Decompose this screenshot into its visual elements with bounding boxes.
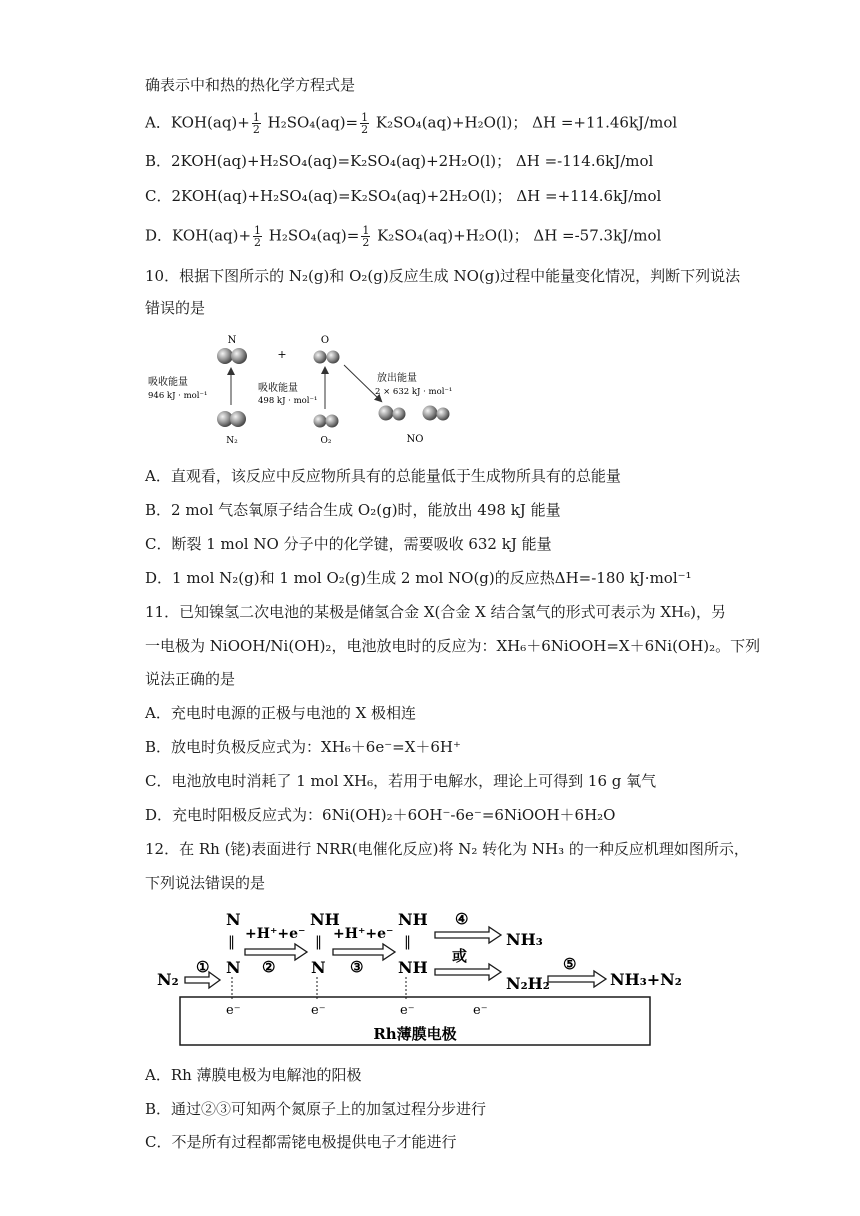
species1-bottom-n: N — [226, 958, 241, 977]
option-label: D． — [145, 226, 173, 245]
q10-option-c: C．断裂 1 mol NO 分子中的化学键，需要吸收 632 kJ 能量 — [145, 535, 552, 553]
q11-option-c: C．电池放电时消耗了 1 mol XH₆，若用于电解水，理论上可得到 16 g 氧气 — [145, 772, 657, 790]
n2-reactant: N₂ — [157, 970, 179, 989]
n2-molecule-atom — [230, 411, 246, 427]
n2-label: N₂ — [226, 436, 238, 446]
step-5: ⑤ — [563, 955, 577, 973]
step-3: ③ — [350, 958, 364, 976]
q12-option-b: B．通过②③可知两个氮原子上的加氢过程分步进行 — [145, 1100, 487, 1118]
svg-text:‖: ‖ — [228, 934, 235, 950]
o-atom — [314, 351, 327, 364]
arrow-step-2 — [245, 944, 307, 960]
release-value: 2 × 632 kJ · mol⁻¹ — [375, 387, 453, 397]
species3-top-nh: NH — [398, 910, 428, 929]
fraction-denominator: 2 — [362, 236, 370, 249]
n2h2-intermediate: N₂H₂ — [506, 974, 550, 993]
plus-sign: + — [277, 348, 287, 361]
fraction-denominator: 2 — [361, 123, 369, 136]
q9-option-a — [145, 112, 677, 135]
absorb-label-2: 吸收能量 — [258, 383, 298, 394]
step-4: ④ — [455, 910, 469, 928]
option-text-part: KOH(aq)+ — [170, 113, 250, 132]
electron-1: e⁻ — [226, 1003, 241, 1018]
electron-4: e⁻ — [473, 1003, 488, 1018]
species2-top-nh: NH — [310, 910, 340, 929]
fraction-half — [361, 225, 370, 248]
svg-text:‖: ‖ — [404, 934, 411, 950]
nh3-product: NH₃ — [506, 930, 543, 949]
q11-stem-line2: 一电极为 NiOOH/Ni(OH)₂，电池放电时的反应为：XH₆＋6NiOOH=X＋6Ni(OH)₂。下列 — [145, 637, 761, 655]
fraction-denominator: 2 — [254, 236, 262, 249]
o-atom — [327, 351, 340, 364]
q11-stem-line1: 11．已知镍氢二次电池的某极是储氢合金 X(合金 X 结合氢气的形式可表示为 XH₆)，另 — [145, 603, 726, 621]
question-intro: 确表示中和热的热化学方程式是 — [145, 76, 356, 94]
n-atom — [217, 348, 233, 364]
q9-option-b: B．2KOH(aq)+H₂SO₄(aq)=K₂SO₄(aq)+2H₂O(l)； ΔH =-114.6kJ/mol — [145, 152, 654, 170]
fraction-half — [252, 112, 261, 135]
option-text-part: KOH(aq)+ — [172, 226, 252, 245]
or-label: 或 — [452, 947, 468, 965]
q11-option-b: B．放电时负极反应式为：XH₆＋6e⁻=X＋6H⁺ — [145, 738, 461, 756]
n-atom-label: N — [227, 335, 237, 346]
arrow-step-4 — [435, 927, 501, 943]
q11-option-a: A．充电时电源的正极与电池的 X 极相连 — [145, 704, 417, 722]
arrow-step-5 — [548, 971, 606, 987]
electron-2: e⁻ — [311, 1003, 326, 1018]
nrr-mechanism-diagram — [150, 905, 690, 1053]
fraction-half — [253, 225, 262, 248]
q10-option-a: A．直观看，该反应中反应物所具有的总能量低于生成物所具有的总能量 — [145, 467, 621, 485]
absorb-value-2: 498 kJ · mol⁻¹ — [258, 396, 318, 406]
electron-3: e⁻ — [400, 1003, 415, 1018]
o2-molecule-atom — [326, 415, 339, 428]
absorb-label-1: 吸收能量 — [148, 377, 188, 388]
o-atom-label: O — [320, 335, 330, 346]
q10-stem-line2: 错误的是 — [145, 299, 206, 317]
option-text-part: H₂SO₄(aq)= — [262, 113, 359, 132]
svg-text:‖: ‖ — [315, 934, 322, 950]
arrow-step-3 — [333, 944, 395, 960]
o2-label: O₂ — [320, 436, 332, 446]
h-add-label-1: +H⁺+e⁻ — [245, 926, 306, 942]
step-1: ① — [196, 958, 210, 976]
energy-diagram — [145, 333, 475, 448]
o2-molecule-atom — [314, 415, 327, 428]
final-products: NH₃+N₂ — [610, 970, 682, 989]
arrow-alt-path — [435, 964, 501, 980]
species3-bottom-nh: NH — [398, 958, 428, 977]
fraction-numerator: 1 — [361, 111, 369, 124]
species2-bottom-n: N — [311, 958, 326, 977]
q12-option-a: A．Rh 薄膜电极为电解池的阳极 — [145, 1066, 362, 1084]
no-label: NO — [406, 434, 424, 445]
q9-option-c: C．2KOH(aq)+H₂SO₄(aq)=K₂SO₄(aq)+2H₂O(l)； ΔH =+114.6kJ/mol — [145, 187, 662, 205]
fraction-numerator: 1 — [252, 111, 260, 124]
q10-option-d: D．1 mol N₂(g)和 1 mol O₂(g)生成 2 mol NO(g)的反应热ΔH=-180 kJ·mol⁻¹ — [145, 569, 692, 587]
fraction-denominator: 2 — [252, 123, 260, 136]
option-text-part: K₂SO₄(aq)+H₂O(l)； ΔH =+11.46kJ/mol — [371, 113, 678, 132]
q11-option-d: D．充电时阳极反应式为：6Ni(OH)₂＋6OH⁻-6e⁻=6NiOOH＋6H₂O — [145, 806, 616, 824]
q12-stem-line1: 12．在 Rh (铑)表面进行 NRR(电催化反应)将 N₂ 转化为 NH₃ 的一种反应机理如图所示， — [145, 840, 749, 858]
no-molecule-atom — [423, 406, 438, 421]
q10-option-b: B．2 mol 气态氧原子结合生成 O₂(g)时，能放出 498 kJ 能量 — [145, 501, 561, 519]
q11-stem-line3: 说法正确的是 — [145, 670, 236, 688]
absorb-value-1: 946 kJ · mol⁻¹ — [148, 391, 208, 401]
option-text-part: K₂SO₄(aq)+H₂O(l)； ΔH =-57.3kJ/mol — [372, 226, 662, 245]
release-label: 放出能量 — [377, 373, 417, 384]
h-add-label-2: +H⁺+e⁻ — [333, 926, 394, 942]
q12-stem-line2: 下列说法错误的是 — [145, 874, 266, 892]
n-atom — [231, 348, 247, 364]
fraction-half — [360, 112, 369, 135]
q9-option-d — [145, 225, 661, 248]
no-molecule-atom — [393, 408, 406, 421]
option-text-part: H₂SO₄(aq)= — [264, 226, 360, 245]
species1-top-n: N — [226, 910, 241, 929]
no-molecule-atom — [437, 408, 450, 421]
fraction-numerator: 1 — [254, 224, 262, 237]
no-molecule-atom — [379, 406, 394, 421]
q12-option-c: C．不是所有过程都需铑电极提供电子才能进行 — [145, 1133, 457, 1151]
step-2: ② — [262, 958, 276, 976]
fraction-numerator: 1 — [362, 224, 370, 237]
q10-stem-line1: 10．根据下图所示的 N₂(g)和 O₂(g)反应生成 NO(g)过程中能量变化情况，判断下列说法 — [145, 267, 741, 285]
electrode-label: Rh薄膜电极 — [373, 1025, 457, 1043]
option-label: A． — [145, 113, 171, 132]
